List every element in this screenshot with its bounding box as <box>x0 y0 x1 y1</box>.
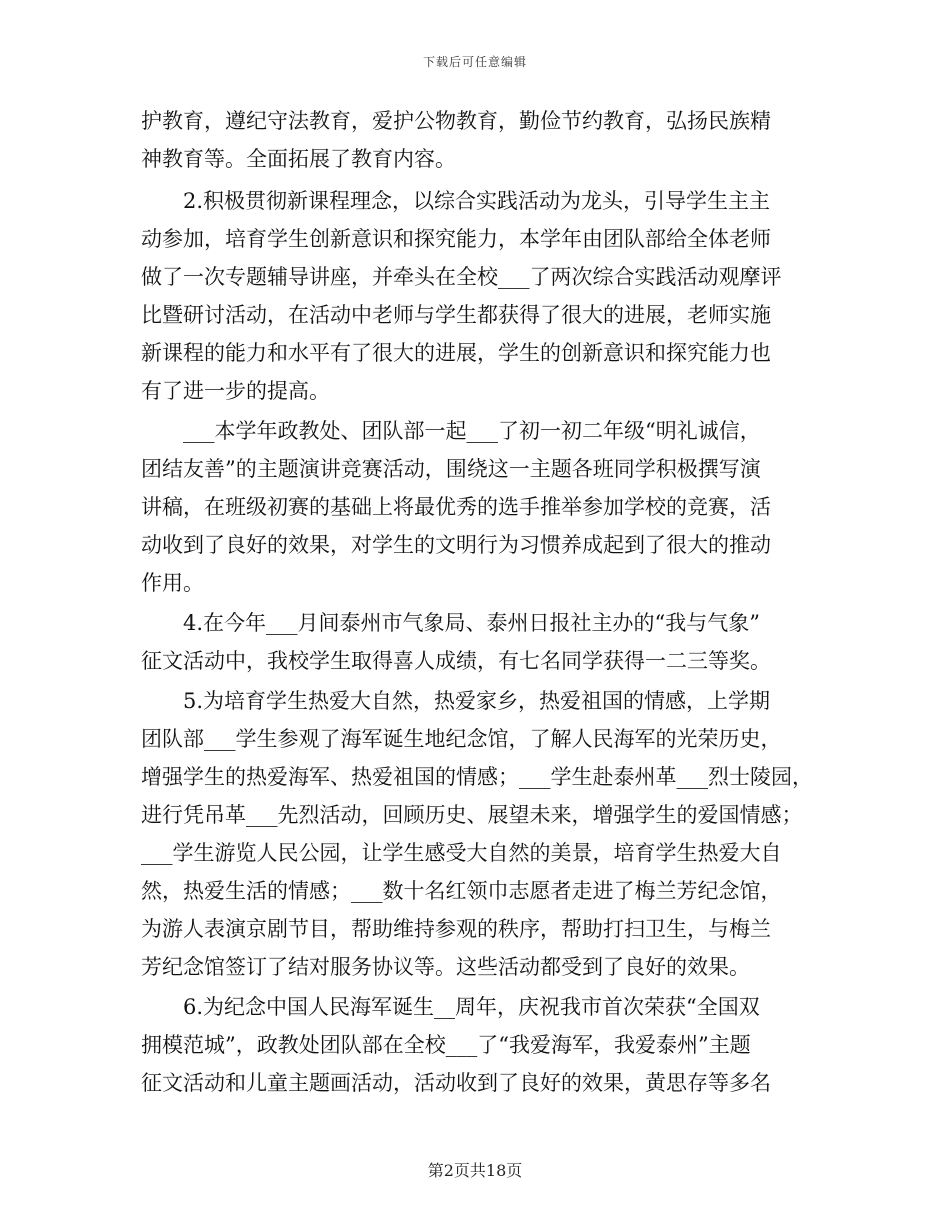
text-line: 作用。 <box>141 571 204 595</box>
text-line: 征文活动和儿童主题画活动，活动收到了良好的效果，黄思存等多名 <box>141 1071 771 1095</box>
text-line: 4.在今年___月间泰州市气象局、泰州日报社主办的“我与气象” <box>183 611 761 635</box>
text-line: 芳纪念馆签订了结对服务协议等。这些活动都受到了良好的效果。 <box>141 955 750 979</box>
text-line: 拥模范城”，政教处团队部在全校___了“我爱海军，我爱泰州”主题 <box>141 1033 751 1057</box>
text-line: 团队部___学生参观了海军诞生地纪念馆，了解人民海军的光荣历史， <box>141 727 782 751</box>
text-line: 动参加，培育学生创新意识和探究能力，本学年由团队部给全体老师 <box>141 227 771 251</box>
text-line: 进行凭吊革___先烈活动，回顾历史、展望未来，增强学生的爱国情感； <box>141 803 803 827</box>
text-line: 神教育等。全面拓展了教育内容。 <box>141 147 456 171</box>
text-line: 6.为纪念中国人民海军诞生__周年，庆祝我市首次荣获“全国双 <box>183 995 760 1019</box>
text-line: 有了进一步的提高。 <box>141 379 330 403</box>
text-line: 征文活动中，我校学生取得喜人成绩，有七名同学获得一二三等奖。 <box>141 649 771 673</box>
text-line: 2.积极贯彻新课程理念，以综合实践活动为龙头，引导学生主主 <box>183 189 771 213</box>
text-line: 动收到了良好的效果，对学生的文明行为习惯养成起到了很大的推动 <box>141 533 771 557</box>
text-line: 新课程的能力和水平有了很大的进展，学生的创新意识和探究能力也 <box>141 341 771 365</box>
text-line: 做了一次专题辅导讲座，并牵头在全校___了两次综合实践活动观摩评 <box>141 265 782 289</box>
text-line: 然，热爱生活的情感；___数十名红领巾志愿者走进了梅兰芳纪念馆， <box>141 879 782 903</box>
text-line: 护教育，遵纪守法教育，爱护公物教育，勤俭节约教育，弘扬民族精 <box>141 109 771 133</box>
text-line: 团结友善”的主题演讲竞赛活动，围绕这一主题各班同学积极撰写演 <box>141 457 761 481</box>
text-line: ___学生游览人民公园，让学生感受大自然的美景，培育学生热爱大自 <box>141 841 782 865</box>
text-line: 增强学生的热爱海军、热爱祖国的情感；___学生赴泰州革___烈士陵园， <box>141 765 813 789</box>
text-line: 比暨研讨活动，在活动中老师与学生都获得了很大的进展，老师实施 <box>141 303 771 327</box>
text-line: ___本学年政教处、团队部一起___了初一初二年级“明礼诚信， <box>183 419 761 443</box>
text-line: 5.为培育学生热爱大自然，热爱家乡，热爱祖国的情感，上学期 <box>183 689 771 713</box>
text-line: 讲稿，在班级初赛的基础上将最优秀的选手推举参加学校的竞赛，活 <box>141 495 771 519</box>
text-line: 为游人表演京剧节目，帮助维持参观的秩序，帮助打扫卫生，与梅兰 <box>141 917 771 941</box>
page-number: 第2页共18页 <box>427 1161 523 1180</box>
page-header: 下载后可任意编辑 <box>422 55 527 69</box>
